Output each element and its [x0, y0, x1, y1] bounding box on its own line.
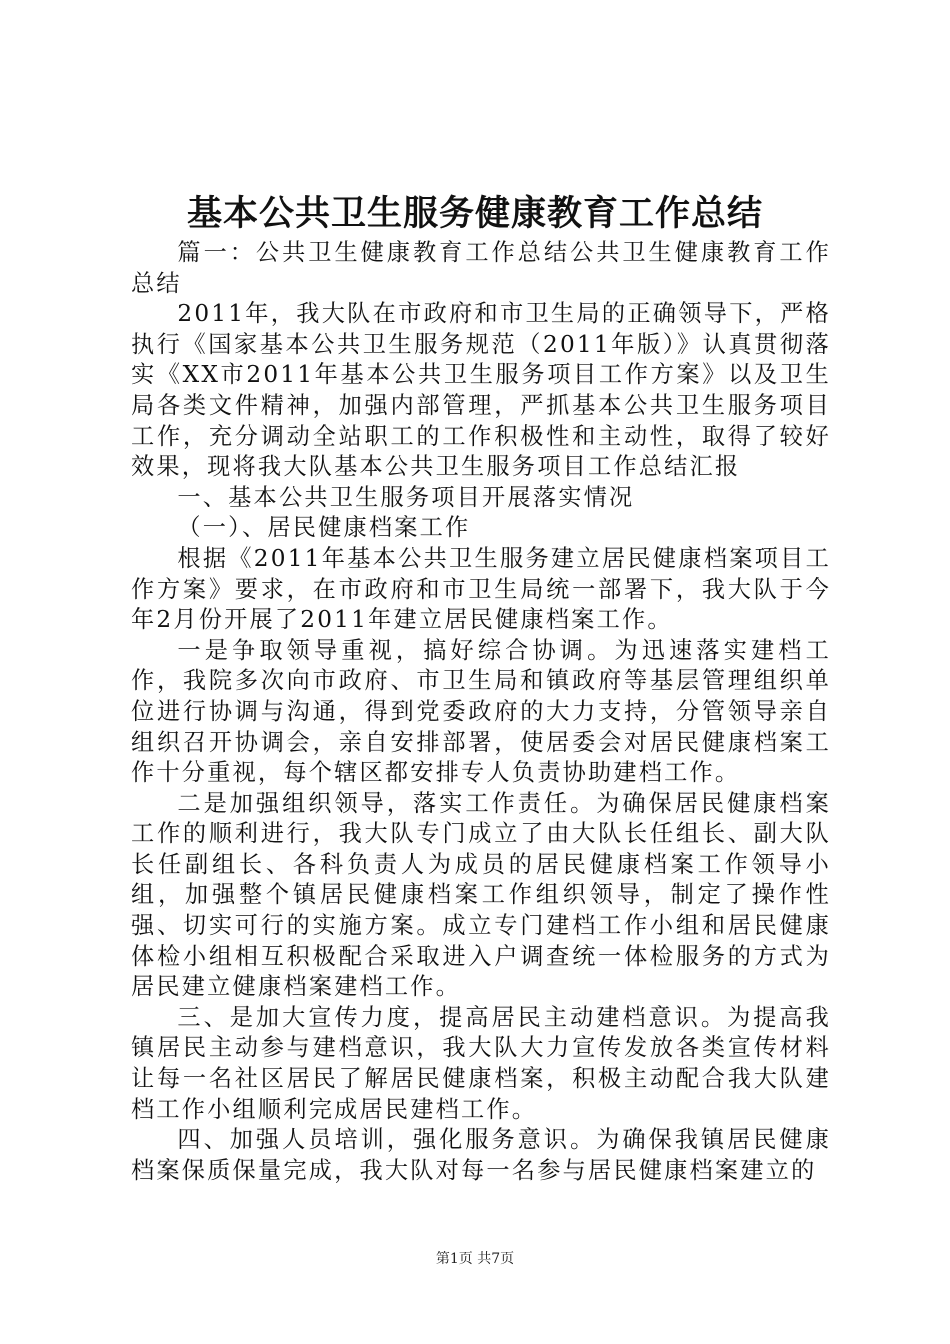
paragraph: 根据《2011年基本公共卫生服务建立居民健康档案项目工作方案》要求，在市政府和市卫生局统一部署下，我大队于今年2月份开展了2011年建立居民健康档案工作。 — [131, 544, 831, 634]
subsection-heading: （一）、居民健康档案工作 — [177, 514, 471, 542]
paragraph: 篇一：公共卫生健康教育工作总结公共卫生健康教育工作总结 — [131, 239, 831, 297]
page-number-footer: 第1页 共7页 — [435, 1251, 515, 1267]
section-heading: 一、基本公共卫生服务项目开展落实情况 — [177, 483, 635, 511]
paragraph: 2011年，我大队在市政府和市卫生局的正确领导下，严格执行《国家基本公共卫生服务规范（2011年版）》认真贯彻落实《XX市2011年基本公共卫生服务项目工作方案》以及卫生局各类文件精神，加强内部管理，严抓基本公共卫生服务项目工作，充分调动全站职工的工作积极性和主动性，取得了较好效果，现将我大队基本公共卫生服务项目工作总结汇报 — [131, 300, 831, 481]
paragraph: 四、加强人员培训，强化服务意识。为确保我镇居民健康档案保质保量完成，我大队对每一名参与居民健康档案建立的 — [131, 1126, 831, 1184]
paragraph: 一是争取领导重视，搞好综合协调。为迅速落实建档工作，我院多次向市政府、市卫生局和镇政府等基层管理组织单位进行协调与沟通，得到党委政府的大力支持，分管领导亲自组织召开协调会，亲自安排部署，使居委会对居民健康档案工作十分重视，每个辖区都安排专人负责协助建档工作。 — [131, 636, 831, 787]
document-body — [131, 238, 831, 1186]
paragraph: 二是加强组织领导，落实工作责任。为确保居民健康档案工作的顺利进行，我大队专门成立了由大队长任组长、副大队长任副组长、各科负责人为成员的居民健康档案工作领导小组，加强整个镇居民健康档案工作组织领导，制定了操作性强、切实可行的实施方案。成立专门建档工作小组和居民健康体检小组相互积极配合采取进入户调查统一体检服务的方式为居民建立健康档案建档工作。 — [131, 789, 831, 1001]
document-title: 基本公共卫生服务健康教育工作总结 — [186, 193, 763, 234]
paragraph: 三、是加大宣传力度，提高居民主动建档意识。为提高我镇居民主动参与建档意识，我大队大力宣传发放各类宣传材料让每一名社区居民了解居民健康档案，积极主动配合我大队建档工作小组顺利完成居民建档工作。 — [131, 1003, 831, 1123]
